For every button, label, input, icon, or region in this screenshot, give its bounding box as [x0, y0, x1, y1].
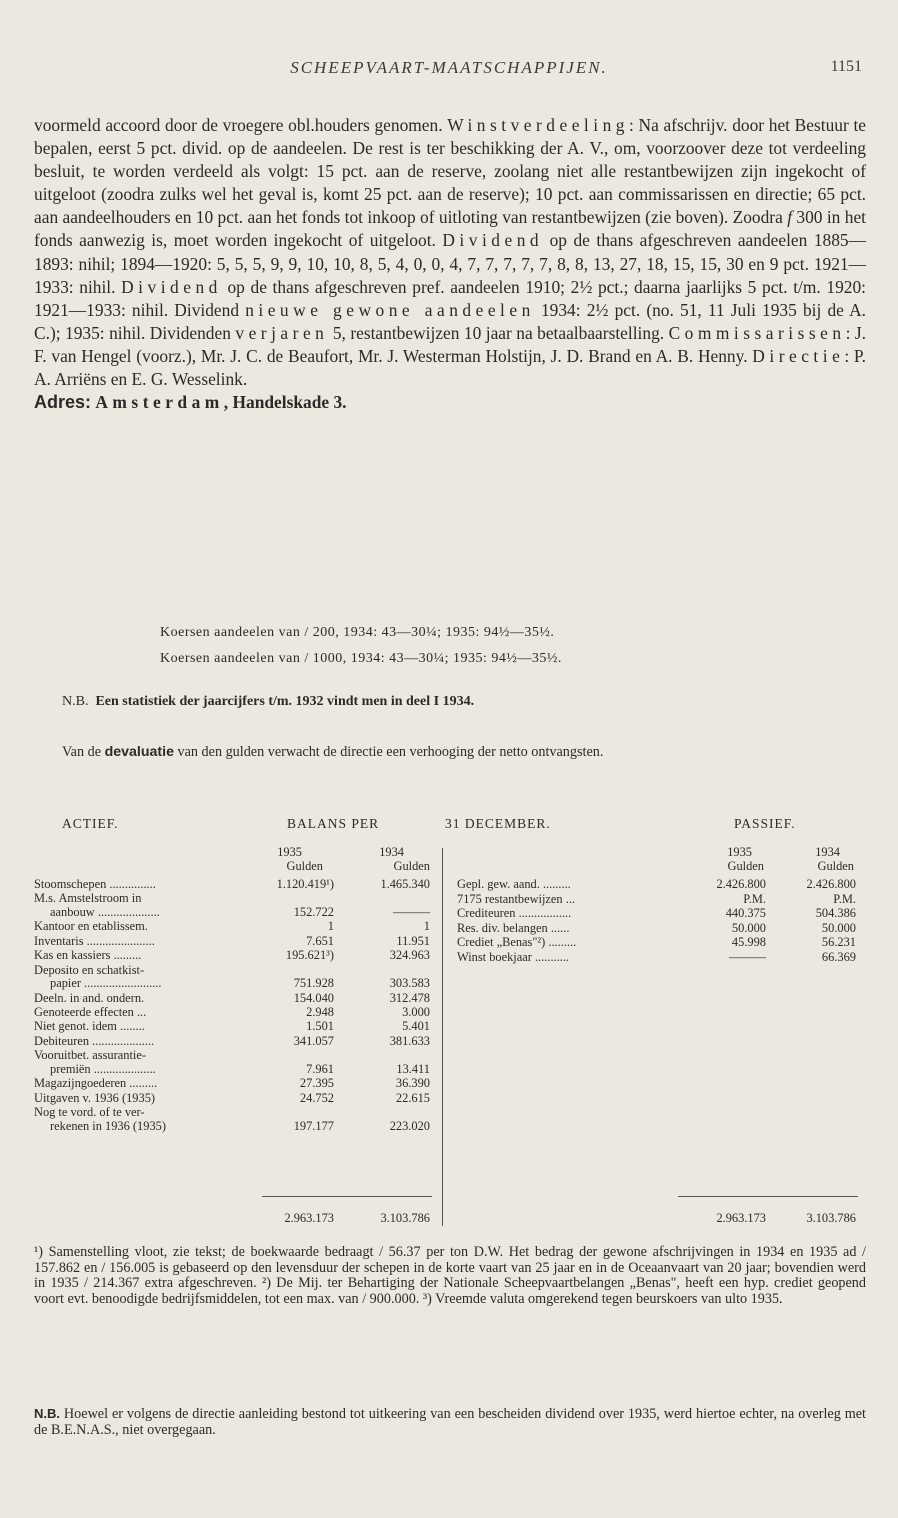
actief-value-1934: 381.633	[389, 1033, 430, 1048]
actief-label: Magazijngoederen .........	[34, 1076, 158, 1091]
actief-value-1935: 1	[327, 919, 334, 934]
actief-value-1934: ———	[392, 905, 430, 919]
nb-label: N.B.	[62, 694, 89, 709]
actief-label: aanbouw ....................	[50, 905, 160, 919]
passief-value-1934: 504.386	[815, 906, 856, 920]
balans-title: BALANS PER	[287, 816, 380, 831]
total-passief-1935: 2.963.173	[716, 1211, 766, 1225]
actief-value-1934: 5.401	[402, 1019, 430, 1034]
actief-value-1934: 1.465.340	[380, 877, 430, 891]
actief-value-1935: 27.395	[299, 1076, 334, 1091]
actief-value-1934: 223.020	[389, 1118, 430, 1133]
devaluatie-word: devaluatie	[104, 744, 174, 760]
actief-label: premiën ....................	[50, 1061, 156, 1076]
actief-value-1935: 24.752	[299, 1090, 334, 1105]
text-run: : Na afschrijv. door het Bestuur te bepalen, eerst 5 pct. divid. op de aandeelen. De rest is ter beschikking der A. V., om, voorzoover deze tot verdeeling besluit, te worden verdeeld als volgt: 15 pct. aan de reserve, zoolang niet alle restantbewijzen zijn ingekocht of uitgeloot (zoodra zulks wel het geval is, komt 25 pct. aan de reserve); 10 pct. aan commissarissen en directie; 65 pct. aan aandeelhouders en 10 pct. aan het fonds tot inkoop of uitloting van restantbewijzen (zie boven). Zoodra	[34, 115, 866, 228]
total-actief-1934: 3.103.786	[380, 1211, 430, 1225]
heading-directie: Directie	[752, 345, 845, 366]
actief-value-1934: 1	[423, 919, 430, 934]
footnotes: ¹) Samenstelling vloot, zie tekst; de boekwaarde bedraagt / 56.37 per ton D.W. Het bedrag der gewone afschrijvingen in 1934 en 1935 ad / 157.862 en / 156.005 is gebaseerd op den levensduur der schepen in de korte vaart van 25 jaar en in de Oceaanvaart van 20 jaar; bovendien werd in 1935 / 214.367 extra afgeschreven. ²) De Mij. ter Behartiging der Nationale Scheepvaartbelangen „Benas", heeft een hyp. crediet geopend voort evt. benoodigde bedrijfsmiddelen, tot een max. van / 900.000. ³) Vreemde valuta omgerekend tegen beurskoers van ulto 1935.	[34, 1244, 866, 1307]
actief-label: Deeln. in and. ondern.	[34, 990, 145, 1005]
passief-value-1934: P.M.	[833, 891, 856, 906]
text-run: Van de	[62, 744, 105, 760]
actief-label: Kantoor en etablissem.	[34, 919, 148, 934]
actief-label: Debiteuren ....................	[34, 1033, 155, 1048]
text-run: op de thans afgeschreven aandeelen 1885—1893: nihil; 1894—1920: 5, 5, 5, 9, 9, 10, 10, 8, 5, 4, 0, 0, 4, 7, 7, 7, 7, 7, 8, 8, 13, 27, 18, 15, 15, 30 en 9 pct. 1921—1933: nihil.	[34, 230, 866, 297]
heading-dividend: Dividend	[442, 230, 544, 251]
text-run: van den gulden verwacht de directie een verhooging der netto ontvangsten.	[173, 744, 604, 760]
actief-value-1934: 3.000	[402, 1005, 430, 1019]
passief-label: Crediteuren .................	[457, 906, 572, 920]
passief-value-1935: ———	[728, 949, 766, 964]
actief-value-1935: 341.057	[293, 1033, 334, 1048]
address-label: Adres:	[34, 392, 92, 413]
address-street: , Handelskade 3.	[223, 392, 347, 413]
heading-commissarissen: Commissarissen	[668, 322, 846, 343]
text-run: 300 in het fonds aanwezig is, moet worden ingekocht of uitgeloot.	[34, 207, 866, 251]
text-run: 1934: 2½ pct. (no. 51, 11 Juli 1935 bij de A. C.); 1935: nihil. Dividenden	[34, 299, 866, 343]
total-rule	[262, 1196, 432, 1197]
actief-label: Niet genot. idem ........	[34, 1019, 145, 1034]
actief-value-1935: 195.621³)	[285, 948, 334, 963]
actief-value-1935: 1.120.419¹)	[276, 877, 334, 891]
actief-value-1935: 7.651	[306, 933, 334, 948]
closing-note-text: Hoewel er volgens de directie aanleiding bestond tot uitkeering van een bescheiden dividend over 1935, werd hiertoe echter, na overleg met de B.E.N.A.S., niet overgegaan.	[34, 1406, 866, 1438]
actief-value-1934: 324.963	[389, 948, 430, 963]
text-run: op de thans afgeschreven pref. aandeelen 1910; 2½ pct.; daarna jaarlijks 5 pct. t/m. 1920: 1921—1933: nihil. Dividend	[34, 276, 867, 320]
nb-label: N.B.	[34, 1406, 60, 1421]
closing-note	[34, 1406, 866, 1438]
actief-label: Stoomschepen ...............	[34, 877, 156, 891]
actief-value-1935: 154.040	[293, 990, 334, 1005]
unit-header: Gulden	[393, 859, 430, 873]
actief-value-1935: 2.948	[306, 1005, 334, 1019]
unit-header: Gulden	[727, 859, 764, 873]
text-run: : J. F. van Hengel (voorz.), Mr. J. C. de Beaufort, Mr. J. Westerman Holstijn, J. D. Brand en A. B. Henny.	[34, 322, 866, 366]
actief-heading: ACTIEF.	[62, 816, 119, 831]
passief-label: Winst boekjaar ...........	[457, 949, 570, 964]
year-header-1935: 1935	[727, 845, 752, 859]
actief-value-1935: 1.501	[306, 1019, 334, 1034]
actief-value-1934: 36.390	[395, 1076, 430, 1091]
actief-value-1935: 751.928	[293, 976, 334, 991]
share-prices-1000: Koersen aandeelen van / 1000, 1934: 43—30¼; 1935: 94½—35½.	[160, 651, 562, 666]
actief-value-1934: 11.951	[396, 933, 430, 948]
passief-heading: PASSIEF.	[734, 816, 796, 831]
passief-label: 7175 restantbewijzen ...	[457, 891, 576, 906]
total-rule	[678, 1196, 858, 1197]
passief-label: Res. div. belangen ......	[457, 920, 570, 935]
passief-value-1935: P.M.	[743, 891, 766, 906]
passief-value-1935: 50.000	[731, 920, 766, 935]
page-number: 1151	[830, 58, 862, 75]
passief-value-1934: 50.000	[821, 920, 856, 935]
passief-value-1935: 45.998	[731, 935, 766, 949]
actief-value-1934: 13.411	[396, 1061, 430, 1076]
heading-nieuwe-aandeelen: nieuwe gewone aandeelen	[245, 299, 535, 320]
actief-value-1935: 197.177	[293, 1118, 334, 1133]
actief-value-1935: 7.961	[306, 1061, 334, 1076]
text-run: : P. A. Arriëns en E. G. Wesselink.	[34, 345, 866, 390]
heading-dividend-pref: Dividend	[121, 276, 222, 297]
passief-value-1934: 66.369	[821, 949, 856, 964]
actief-label: Genoteerde effecten ...	[34, 1005, 147, 1019]
total-passief-1934: 3.103.786	[806, 1211, 856, 1225]
actief-value-1934: 303.583	[389, 976, 430, 991]
year-header-1934: 1934	[815, 845, 840, 859]
column-divider	[442, 848, 443, 1226]
passief-label: Gepl. gew. aand. .........	[457, 877, 571, 891]
actief-label: Vooruitbet. assurantie-	[34, 1048, 146, 1063]
actief-label: Kas en kassiers .........	[34, 948, 142, 963]
actief-label: Inventaris ......................	[34, 933, 155, 948]
actief-label: Uitgaven v. 1936 (1935)	[34, 1090, 156, 1105]
actief-label: papier .........................	[50, 976, 162, 991]
passief-value-1934: 56.231	[821, 935, 856, 949]
actief-value-1934: 312.478	[389, 990, 430, 1005]
year-header-1935: 1935	[277, 845, 302, 859]
unit-header: Gulden	[817, 859, 854, 873]
running-title: SCHEEPVAART-MAATSCHAPPIJEN.	[290, 58, 608, 77]
passief-value-1935: 2.426.800	[716, 877, 766, 891]
actief-label: Deposito en schatkist-	[34, 962, 145, 977]
share-prices-200: Koersen aandeelen van / 200, 1934: 43—30¼; 1935: 94½—35½.	[160, 625, 555, 640]
unit-header: Gulden	[286, 859, 323, 873]
actief-value-1934: 22.615	[395, 1090, 430, 1105]
passief-value-1935: 440.375	[725, 906, 766, 920]
text-run: 5, restantbewijzen 10 jaar na betaalbaarstelling.	[328, 322, 669, 343]
total-actief-1935: 2.963.173	[284, 1211, 334, 1225]
actief-value-1935: 152.722	[293, 905, 334, 919]
statistics-note-text: Een statistiek der jaarcijfers t/m. 1932 vindt men in deel I 1934.	[95, 694, 475, 709]
florin-sign: f	[787, 207, 793, 228]
heading-winstverdeeling: Winstverdeeling	[447, 115, 629, 135]
address-city: Amsterdam	[95, 392, 224, 413]
heading-verjaren: verjaren	[235, 322, 329, 343]
balans-date: 31 DECEMBER.	[445, 816, 551, 831]
text-run: voormeld accoord door de vroegere obl.houders genomen.	[34, 115, 448, 135]
passief-value-1934: 2.426.800	[806, 877, 856, 891]
year-header-1934: 1934	[379, 845, 404, 859]
actief-label: rekenen in 1936 (1935)	[50, 1118, 166, 1133]
actief-label: M.s. Amstelstroom in	[34, 891, 142, 906]
passief-label: Crediet „Benas"²) .........	[457, 935, 577, 949]
actief-label: Nog te vord. of te ver-	[34, 1105, 145, 1119]
